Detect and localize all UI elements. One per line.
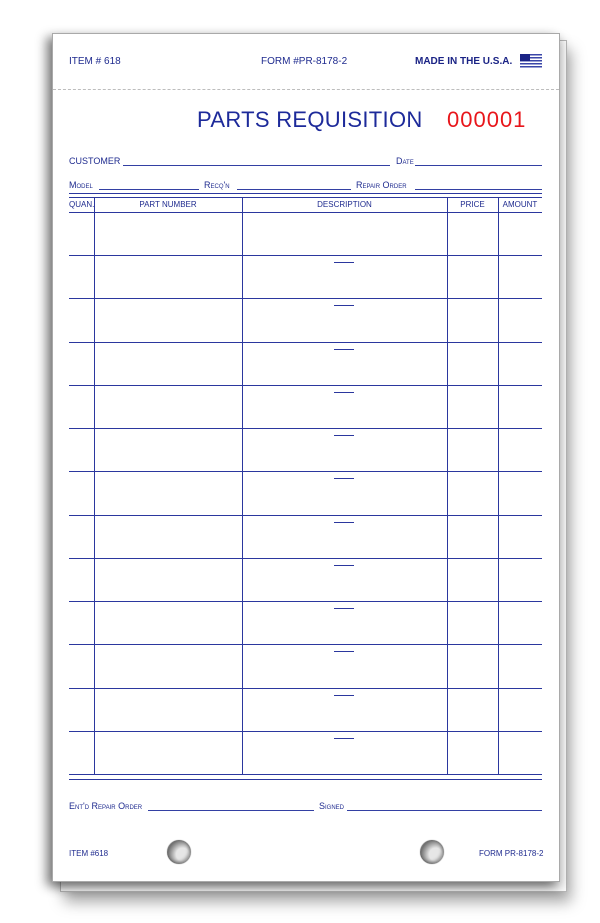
serial-number: 000001 (447, 107, 527, 132)
item-number: ITEM # 618 (69, 56, 121, 67)
made-in-usa: MADE IN THE U.S.A. (415, 56, 513, 67)
row-divider (69, 428, 542, 429)
table-row[interactable] (69, 428, 542, 471)
col-header-part-number: PART NUMBER (139, 200, 197, 209)
table-row[interactable] (69, 731, 542, 774)
page-title: PARTS REQUISITION (197, 107, 423, 132)
row-divider (69, 471, 542, 472)
model-field[interactable] (99, 189, 199, 190)
description-dash (334, 608, 354, 609)
signed-field[interactable] (347, 810, 542, 811)
table-row[interactable] (69, 385, 542, 428)
table-row[interactable] (69, 688, 542, 731)
row-divider (69, 644, 542, 645)
footer-form-number: FORM PR-8178-2 (479, 849, 544, 858)
footer-item-number: ITEM #618 (69, 849, 109, 858)
table-row[interactable] (69, 212, 542, 255)
table-row[interactable] (69, 515, 542, 558)
table-top-rule (69, 193, 542, 194)
description-dash (334, 262, 354, 263)
description-dash (334, 349, 354, 350)
punch-hole-icon (167, 840, 191, 864)
row-divider (69, 298, 542, 299)
row-divider (69, 731, 542, 732)
model-label: Model (69, 180, 93, 190)
row-divider (69, 688, 542, 689)
table-row[interactable] (69, 255, 542, 298)
col-header-amount: AMOUNT (502, 200, 538, 209)
table-row[interactable] (69, 601, 542, 644)
description-dash (334, 738, 354, 739)
table-row[interactable] (69, 644, 542, 687)
recqn-label: Recq'n (204, 180, 230, 190)
entd-repair-order-label: Ent'd Repair Order (69, 801, 143, 811)
row-divider (69, 255, 542, 256)
table-row[interactable] (69, 298, 542, 341)
table-row[interactable] (69, 342, 542, 385)
col-header-description: DESCRIPTION (317, 200, 372, 209)
punch-hole-icon (420, 840, 444, 864)
date-field[interactable] (415, 165, 542, 166)
description-dash (334, 392, 354, 393)
repair-order-label: Repair Order (356, 180, 407, 190)
description-dash (334, 478, 354, 479)
signed-label: Signed (319, 801, 345, 811)
col-header-price: PRICE (460, 200, 485, 209)
row-divider (69, 385, 542, 386)
table-bottom-rule (69, 774, 542, 775)
perforation-line (53, 89, 559, 90)
table-top-rule-2 (69, 197, 542, 198)
row-divider (69, 342, 542, 343)
recqn-field[interactable] (237, 189, 351, 190)
table-row[interactable] (69, 471, 542, 514)
description-dash (334, 435, 354, 436)
row-divider (69, 601, 542, 602)
table-row[interactable] (69, 558, 542, 601)
us-flag-icon (520, 54, 542, 68)
description-dash (334, 651, 354, 652)
table-bottom-rule-2 (69, 779, 542, 780)
form-sheet (52, 33, 560, 882)
row-divider (69, 558, 542, 559)
description-dash (334, 305, 354, 306)
description-dash (334, 695, 354, 696)
date-label: Date (396, 156, 414, 166)
customer-field[interactable] (123, 165, 390, 166)
repair-order-field[interactable] (415, 189, 542, 190)
description-dash (334, 522, 354, 523)
customer-label: CUSTOMER (69, 156, 121, 166)
row-divider (69, 515, 542, 516)
description-dash (334, 565, 354, 566)
col-header-quan: QUAN. (69, 200, 95, 209)
form-number: FORM #PR-8178-2 (261, 56, 348, 67)
entd-repair-order-field[interactable] (148, 810, 314, 811)
